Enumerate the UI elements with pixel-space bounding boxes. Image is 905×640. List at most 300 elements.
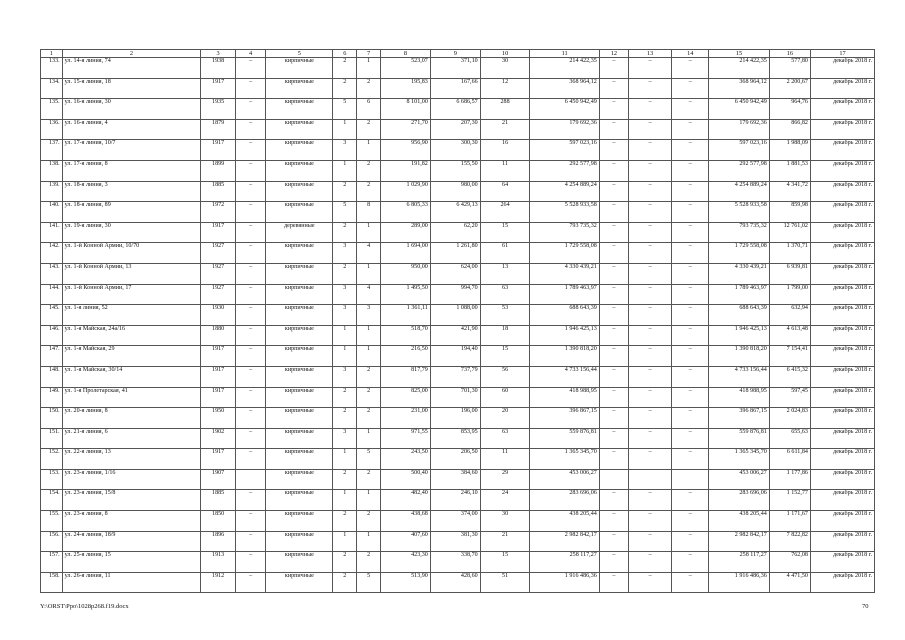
total-area-cell: 523,07 (381, 58, 431, 79)
col-14-cell: – (672, 119, 709, 140)
row-number-cell: 145. (41, 305, 63, 326)
build-year-cell: 1913 (201, 552, 236, 573)
col-12-cell: – (599, 140, 628, 161)
row-number-cell: 136. (41, 119, 63, 140)
floors-cell: 2 (333, 58, 357, 79)
cost-per-m2-cell: 577,80 (769, 58, 810, 79)
col-14-cell: – (672, 181, 709, 202)
cost-per-m2-cell: 964,76 (769, 99, 810, 120)
cost-total-cell: 418 988,95 (530, 387, 599, 408)
col-13-cell: – (629, 78, 672, 99)
address-cell: ул. 1-й Конной Армии, 17 (62, 284, 201, 305)
residents-cell: 61 (480, 243, 530, 264)
floors-cell: 2 (333, 78, 357, 99)
col-12-cell: – (599, 284, 628, 305)
row-number-cell: 134. (41, 78, 63, 99)
living-area-cell: 624,00 (430, 263, 480, 284)
col-12-cell: – (599, 572, 628, 593)
cost-per-m2-cell: 6 415,32 (769, 366, 810, 387)
table-row (41, 490, 875, 511)
build-year-cell: 1917 (201, 366, 236, 387)
total-area-cell: 482,40 (381, 490, 431, 511)
col-12-cell: – (599, 366, 628, 387)
repair-date-cell: декабрь 2018 г. (810, 346, 874, 367)
address-cell: ул. 1-я Майская, 29 (62, 346, 201, 367)
cost-repair-cell: 368 964,12 (709, 78, 770, 99)
wear-cell: – (235, 552, 265, 573)
cost-repair-cell: 1 946 425,13 (709, 325, 770, 346)
col-14-cell: – (672, 511, 709, 532)
entrances-cell: 3 (357, 305, 381, 326)
cost-repair-cell: 597 023,16 (709, 140, 770, 161)
total-area-cell: 216,50 (381, 346, 431, 367)
column-number-cell: 13 (629, 50, 672, 58)
living-area-cell: 62,20 (430, 222, 480, 243)
table-row (41, 346, 875, 367)
build-year-cell: 1917 (201, 387, 236, 408)
entrances-cell: 4 (357, 243, 381, 264)
build-year-cell: 1917 (201, 449, 236, 470)
table-row (41, 428, 875, 449)
col-12-cell: – (599, 243, 628, 264)
total-area-cell: 271,70 (381, 119, 431, 140)
repair-date-cell: декабрь 2018 г. (810, 490, 874, 511)
entrances-cell: 4 (357, 284, 381, 305)
cost-per-m2-cell: 762,08 (769, 552, 810, 573)
entrances-cell: 1 (357, 325, 381, 346)
wall-material-cell: кирпичные (266, 469, 333, 490)
col-13-cell: – (629, 449, 672, 470)
total-area-cell: 1 495,50 (381, 284, 431, 305)
cost-per-m2-cell: 6 939,81 (769, 263, 810, 284)
col-13-cell: – (629, 202, 672, 223)
repair-date-cell: декабрь 2018 г. (810, 181, 874, 202)
table-row (41, 305, 875, 326)
address-cell: ул. 1-я Пролетарская, 41 (62, 387, 201, 408)
column-number-cell: 11 (530, 50, 599, 58)
cost-per-m2-cell: 632,94 (769, 305, 810, 326)
table-row (41, 469, 875, 490)
living-area-cell: 381,30 (430, 531, 480, 552)
entrances-cell: 8 (357, 202, 381, 223)
address-cell: ул. 23-я линия, 8 (62, 511, 201, 532)
repair-date-cell: декабрь 2018 г. (810, 99, 874, 120)
col-13-cell: – (629, 511, 672, 532)
wall-material-cell: кирпичные (266, 263, 333, 284)
col-12-cell: – (599, 202, 628, 223)
col-12-cell: – (599, 490, 628, 511)
living-area-cell: 980,00 (430, 181, 480, 202)
row-number-cell: 152. (41, 449, 63, 470)
wear-cell: – (235, 346, 265, 367)
total-area-cell: 407,60 (381, 531, 431, 552)
cost-per-m2-cell: 859,98 (769, 202, 810, 223)
total-area-cell: 6 805,33 (381, 202, 431, 223)
living-area-cell: 421,90 (430, 325, 480, 346)
wall-material-cell: кирпичные (266, 99, 333, 120)
row-number-cell: 153. (41, 469, 63, 490)
repair-date-cell: декабрь 2018 г. (810, 202, 874, 223)
wall-material-cell: кирпичные (266, 387, 333, 408)
row-number-cell: 155. (41, 511, 63, 532)
residents-cell: 63 (480, 284, 530, 305)
build-year-cell: 1880 (201, 325, 236, 346)
cost-repair-cell: 793 735,32 (709, 222, 770, 243)
col-14-cell: – (672, 572, 709, 593)
wall-material-cell: кирпичные (266, 160, 333, 181)
cost-per-m2-cell: 2 024,83 (769, 408, 810, 429)
cost-repair-cell: 2 982 842,17 (709, 531, 770, 552)
build-year-cell: 1917 (201, 222, 236, 243)
table-row (41, 243, 875, 264)
cost-total-cell: 4 733 156,44 (530, 366, 599, 387)
floors-cell: 2 (333, 387, 357, 408)
wall-material-cell: кирпичные (266, 181, 333, 202)
col-13-cell: – (629, 119, 672, 140)
total-area-cell: 950,00 (381, 263, 431, 284)
living-area-cell: 246,10 (430, 490, 480, 511)
wear-cell: – (235, 181, 265, 202)
column-number-cell: 7 (357, 50, 381, 58)
build-year-cell: 1899 (201, 160, 236, 181)
col-13-cell: – (629, 408, 672, 429)
cost-repair-cell: 396 867,15 (709, 408, 770, 429)
build-year-cell: 1902 (201, 428, 236, 449)
col-12-cell: – (599, 305, 628, 326)
residents-cell: 15 (480, 222, 530, 243)
entrances-cell: 1 (357, 428, 381, 449)
repair-date-cell: декабрь 2018 г. (810, 469, 874, 490)
col-12-cell: – (599, 408, 628, 429)
residents-cell: 51 (480, 572, 530, 593)
address-cell: ул. 26-я линия, 11 (62, 572, 201, 593)
wear-cell: – (235, 366, 265, 387)
entrances-cell: 2 (357, 408, 381, 429)
total-area-cell: 1 694,00 (381, 243, 431, 264)
floors-cell: 1 (333, 346, 357, 367)
col-13-cell: – (629, 387, 672, 408)
cost-repair-cell: 1 365 345,70 (709, 449, 770, 470)
repair-date-cell: декабрь 2018 г. (810, 284, 874, 305)
repair-date-cell: декабрь 2018 г. (810, 408, 874, 429)
floors-cell: 3 (333, 243, 357, 264)
address-cell: ул. 18-я линия, 89 (62, 202, 201, 223)
col-14-cell: – (672, 222, 709, 243)
address-cell: ул. 14-я линия, 74 (62, 58, 201, 79)
cost-repair-cell: 283 696,06 (709, 490, 770, 511)
table-row (41, 449, 875, 470)
wear-cell: – (235, 160, 265, 181)
residents-cell: 11 (480, 449, 530, 470)
col-14-cell: – (672, 490, 709, 511)
col-14-cell: – (672, 243, 709, 264)
col-12-cell: – (599, 387, 628, 408)
floors-cell: 3 (333, 366, 357, 387)
wall-material-cell: кирпичные (266, 325, 333, 346)
cost-per-m2-cell: 4 471,50 (769, 572, 810, 593)
total-area-cell: 231,00 (381, 408, 431, 429)
col-12-cell: – (599, 181, 628, 202)
address-cell: ул. 1-я Майская, 24а/16 (62, 325, 201, 346)
table-row (41, 284, 875, 305)
living-area-cell: 853,95 (430, 428, 480, 449)
floors-cell: 2 (333, 572, 357, 593)
entrances-cell: 2 (357, 511, 381, 532)
build-year-cell: 1917 (201, 346, 236, 367)
residents-cell: 15 (480, 346, 530, 367)
col-14-cell: – (672, 387, 709, 408)
residents-cell: 21 (480, 531, 530, 552)
col-12-cell: – (599, 449, 628, 470)
entrances-cell: 1 (357, 58, 381, 79)
residents-cell: 11 (480, 160, 530, 181)
build-year-cell: 1907 (201, 469, 236, 490)
cost-per-m2-cell: 1 799,00 (769, 284, 810, 305)
entrances-cell: 6 (357, 99, 381, 120)
total-area-cell: 8 101,00 (381, 99, 431, 120)
build-year-cell: 1935 (201, 99, 236, 120)
build-year-cell: 1930 (201, 305, 236, 326)
repair-date-cell: декабрь 2018 г. (810, 78, 874, 99)
col-14-cell: – (672, 305, 709, 326)
row-number-cell: 139. (41, 181, 63, 202)
wall-material-cell: кирпичные (266, 366, 333, 387)
wall-material-cell: кирпичные (266, 119, 333, 140)
cost-per-m2-cell: 2 200,67 (769, 78, 810, 99)
cost-per-m2-cell: 7 822,82 (769, 531, 810, 552)
wall-material-cell: кирпичные (266, 408, 333, 429)
row-number-cell: 144. (41, 284, 63, 305)
cost-per-m2-cell: 4 341,72 (769, 181, 810, 202)
cost-total-cell: 688 643,39 (530, 305, 599, 326)
wall-material-cell: кирпичные (266, 202, 333, 223)
cost-per-m2-cell: 1 881,53 (769, 160, 810, 181)
address-cell: ул. 21-я линия, 6 (62, 428, 201, 449)
build-year-cell: 1917 (201, 78, 236, 99)
address-cell: ул. 17-я линия, 8 (62, 160, 201, 181)
floors-cell: 2 (333, 469, 357, 490)
col-12-cell: – (599, 346, 628, 367)
cost-per-m2-cell: 1 177,86 (769, 469, 810, 490)
residents-cell: 30 (480, 58, 530, 79)
col-13-cell (629, 469, 672, 490)
col-14-cell: – (672, 160, 709, 181)
repair-date-cell: декабрь 2018 г. (810, 552, 874, 573)
floors-cell: 2 (333, 222, 357, 243)
build-year-cell: 1912 (201, 572, 236, 593)
address-cell: ул. 16-я линия, 4 (62, 119, 201, 140)
row-number-cell: 157. (41, 552, 63, 573)
build-year-cell: 1950 (201, 408, 236, 429)
cost-per-m2-cell: 1 171,67 (769, 511, 810, 532)
wall-material-cell: кирпичные (266, 78, 333, 99)
total-area-cell: 423,30 (381, 552, 431, 573)
column-number-cell: 15 (709, 50, 770, 58)
floors-cell: 2 (333, 181, 357, 202)
living-area-cell: 338,70 (430, 552, 480, 573)
build-year-cell: 1927 (201, 284, 236, 305)
wall-material-cell: кирпичные (266, 140, 333, 161)
column-number-cell: 4 (235, 50, 265, 58)
wear-cell: – (235, 78, 265, 99)
residents-cell: 60 (480, 387, 530, 408)
living-area-cell: 206,50 (430, 449, 480, 470)
table-row (41, 222, 875, 243)
column-number-cell: 14 (672, 50, 709, 58)
cost-repair-cell: 688 643,39 (709, 305, 770, 326)
cost-total-cell: 6 450 942,49 (530, 99, 599, 120)
repair-date-cell: декабрь 2018 г. (810, 387, 874, 408)
residents-cell: 20 (480, 408, 530, 429)
cost-total-cell: 396 867,15 (530, 408, 599, 429)
col-12-cell (599, 469, 628, 490)
wear-cell: – (235, 572, 265, 593)
column-number-cell: 9 (430, 50, 480, 58)
col-13-cell: – (629, 160, 672, 181)
wear-cell: – (235, 449, 265, 470)
table-row (41, 58, 875, 79)
floors-cell: 1 (333, 325, 357, 346)
wall-material-cell: кирпичные (266, 243, 333, 264)
cost-repair-cell: 1 916 486,36 (709, 572, 770, 593)
col-13-cell: – (629, 428, 672, 449)
total-area-cell: 289,00 (381, 222, 431, 243)
wall-material-cell: кирпичные (266, 572, 333, 593)
cost-total-cell: 283 696,06 (530, 490, 599, 511)
build-year-cell: 1917 (201, 140, 236, 161)
cost-total-cell: 4 254 889,24 (530, 181, 599, 202)
cost-total-cell: 438 205,44 (530, 511, 599, 532)
col-14-cell: – (672, 408, 709, 429)
wall-material-cell: кирпичные (266, 346, 333, 367)
total-area-cell: 195,83 (381, 78, 431, 99)
repair-date-cell: декабрь 2018 г. (810, 58, 874, 79)
row-number-cell: 143. (41, 263, 63, 284)
living-area-cell: 371,10 (430, 58, 480, 79)
table-row (41, 202, 875, 223)
address-cell: ул. 16-я линия, 30 (62, 99, 201, 120)
table-row (41, 160, 875, 181)
column-number-cell: 2 (62, 50, 201, 58)
residents-cell: 53 (480, 305, 530, 326)
cost-repair-cell: 6 450 942,49 (709, 99, 770, 120)
col-13-cell: – (629, 99, 672, 120)
build-year-cell: 1885 (201, 181, 236, 202)
floors-cell: 3 (333, 428, 357, 449)
wear-cell: – (235, 428, 265, 449)
wall-material-cell: кирпичные (266, 531, 333, 552)
floors-cell: 2 (333, 408, 357, 429)
column-number-cell: 3 (201, 50, 236, 58)
col-14-cell: – (672, 58, 709, 79)
cost-per-m2-cell: 1 152,77 (769, 490, 810, 511)
total-area-cell: 1 361,11 (381, 305, 431, 326)
cost-repair-cell: 4 330 439,21 (709, 263, 770, 284)
wear-cell: – (235, 119, 265, 140)
cost-total-cell: 5 528 933,58 (530, 202, 599, 223)
col-13-cell: – (629, 263, 672, 284)
table-row (41, 140, 875, 161)
cost-total-cell: 214 422,35 (530, 58, 599, 79)
column-number-cell: 16 (769, 50, 810, 58)
col-12-cell: – (599, 119, 628, 140)
residents-cell: 29 (480, 469, 530, 490)
address-cell: ул. 24-я линия, 18/9 (62, 531, 201, 552)
col-14-cell: – (672, 99, 709, 120)
build-year-cell: 1927 (201, 243, 236, 264)
wall-material-cell: кирпичные (266, 490, 333, 511)
living-area-cell: 994,70 (430, 284, 480, 305)
table-row (41, 181, 875, 202)
cost-total-cell: 258 117,27 (530, 552, 599, 573)
col-12-cell: – (599, 78, 628, 99)
cost-repair-cell: 559 876,81 (709, 428, 770, 449)
address-cell: ул. 18-я линия, 3 (62, 181, 201, 202)
living-area-cell: 428,60 (430, 572, 480, 593)
cost-total-cell: 4 330 439,21 (530, 263, 599, 284)
col-13-cell: – (629, 58, 672, 79)
repair-date-cell: декабрь 2018 г. (810, 243, 874, 264)
table-row (41, 366, 875, 387)
repair-date-cell: декабрь 2018 г. (810, 325, 874, 346)
col-12-cell: – (599, 325, 628, 346)
wear-cell: – (235, 222, 265, 243)
column-number-cell: 1 (41, 50, 63, 58)
col-13-cell: – (629, 531, 672, 552)
cost-total-cell: 1 946 425,13 (530, 325, 599, 346)
cost-total-cell: 292 577,98 (530, 160, 599, 181)
cost-total-cell: 597 023,16 (530, 140, 599, 161)
floors-cell: 5 (333, 99, 357, 120)
floors-cell: 1 (333, 531, 357, 552)
wear-cell: – (235, 243, 265, 264)
col-12-cell: – (599, 99, 628, 120)
floors-cell: 1 (333, 490, 357, 511)
col-14-cell: – (672, 428, 709, 449)
row-number-cell: 141. (41, 222, 63, 243)
build-year-cell: 1885 (201, 490, 236, 511)
row-number-cell: 158. (41, 572, 63, 593)
col-13-cell: – (629, 572, 672, 593)
column-number-cell: 5 (266, 50, 333, 58)
table-row (41, 119, 875, 140)
repair-date-cell: декабрь 2018 г. (810, 531, 874, 552)
floors-cell: 3 (333, 284, 357, 305)
build-year-cell: 1850 (201, 511, 236, 532)
repair-date-cell: декабрь 2018 г. (810, 263, 874, 284)
row-number-cell: 140. (41, 202, 63, 223)
address-cell: ул. 1-й Конной Армии, 13 (62, 263, 201, 284)
living-area-cell: 167,66 (430, 78, 480, 99)
living-area-cell: 196,00 (430, 408, 480, 429)
cost-total-cell: 453 006,27 (530, 469, 599, 490)
row-number-cell: 148. (41, 366, 63, 387)
living-area-cell: 701,30 (430, 387, 480, 408)
wear-cell: – (235, 284, 265, 305)
floors-cell: 2 (333, 552, 357, 573)
wear-cell: – (235, 325, 265, 346)
repair-date-cell: декабрь 2018 г. (810, 511, 874, 532)
col-14-cell: – (672, 325, 709, 346)
address-cell: ул. 1-я линия, 52 (62, 305, 201, 326)
row-number-cell: 147. (41, 346, 63, 367)
cost-total-cell: 1 390 818,20 (530, 346, 599, 367)
residents-cell: 21 (480, 119, 530, 140)
cost-repair-cell: 5 528 933,58 (709, 202, 770, 223)
address-cell: ул. 22-я линия, 13 (62, 449, 201, 470)
wall-material-cell: кирпичные (266, 58, 333, 79)
total-area-cell: 500,40 (381, 469, 431, 490)
